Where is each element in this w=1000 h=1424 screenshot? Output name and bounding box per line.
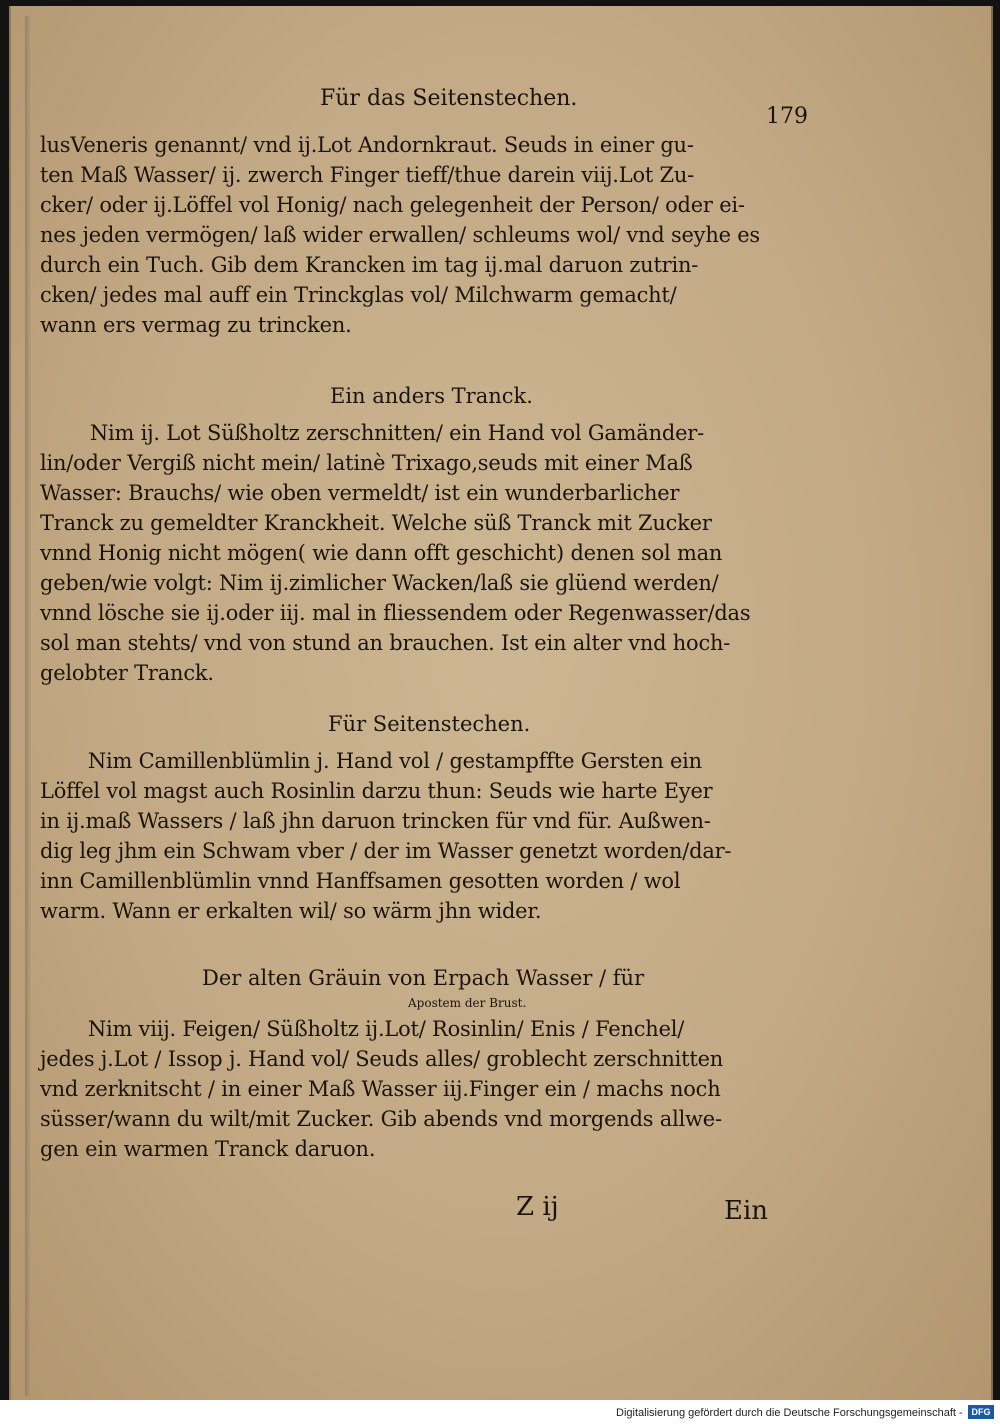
funding-footer: Digitalisierung gefördert durch die Deutsche Forschungsgemeinschaft -	[616, 1407, 963, 1419]
text-line: wann ers vermag zu trincken.	[40, 313, 352, 337]
paragraph-4	[40, 1014, 790, 1164]
text-line: inn Camillenblümlin vnnd Hanffsamen gesotten worden / wol	[40, 869, 681, 893]
text-line: gelobter Tranck.	[40, 661, 214, 685]
text-line: vnnd lösche sie ij.oder iij. mal in fliessendem oder Regenwasser/das	[40, 601, 751, 625]
text-line: Nim ij. Lot Süßholtz zerschnitten/ ein Hand vol Gamänder-	[89, 421, 704, 445]
text-line: lin/oder Vergiß nicht mein/ latinè Trixago,seuds mit einer Maß	[40, 451, 693, 475]
section-heading: Für Seitenstechen.	[328, 712, 531, 736]
running-head: Für das Seitenstechen.	[320, 86, 578, 111]
dfg-logo: DFG	[968, 1405, 994, 1419]
page-binding-edge	[25, 16, 31, 1396]
text-line: sol man stehts/ vnd von stund an brauchen. Ist ein alter vnd hoch-	[40, 631, 731, 655]
text-line: cker/ oder ij.Löffel vol Honig/ nach gelegenheit der Person/ oder ei-	[40, 193, 745, 217]
text-line: in ij.maß Wassers / laß jhn daruon trincken für vnd für. Außwen-	[40, 809, 711, 833]
text-line: warm. Wann er erkalten wil/ so wärm jhn wider.	[40, 899, 542, 923]
paragraph-3	[40, 746, 790, 926]
text-line: nes jeden vermögen/ laß wider erwallen/ schleums wol/ vnd seyhe es	[40, 223, 760, 247]
page-number: 179	[766, 104, 808, 129]
text-line: Wasser: Brauchs/ wie oben vermeldt/ ist ein wunderbarlicher	[40, 481, 680, 505]
text-line: jedes j.Lot / Issop j. Hand vol/ Seuds alles/ groblecht zerschnitten	[40, 1047, 724, 1071]
section-heading: Der alten Gräuin von Erpach Wasser / für	[202, 966, 645, 990]
text-line: ten Maß Wasser/ ij. zwerch Finger tieff/thue darein viij.Lot Zu-	[40, 163, 695, 187]
text-line: Löffel vol magst auch Rosinlin darzu thun: Seuds wie harte Eyer	[40, 779, 713, 803]
text-line: durch ein Tuch. Gib dem Krancken im tag ij.mal daruon zutrin-	[40, 253, 699, 277]
text-line: cken/ jedes mal auff ein Trinckglas vol/ Milchwarm gemacht/	[40, 283, 677, 307]
text-line: Tranck zu gemeldter Kranckheit. Welche süß Tranck mit Zucker	[40, 511, 712, 535]
catchword: Ein	[724, 1196, 769, 1226]
section-heading: Ein anders Tranck.	[330, 384, 533, 408]
text-line: dig leg jhm ein Schwam vber / der im Wasser genetzt worden/dar-	[40, 839, 732, 863]
text-line: geben/wie volgt: Nim ij.zimlicher Wacken/laß sie glüend werden/	[40, 571, 719, 595]
text-line: lusVeneris genannt/ vnd ij.Lot Andornkraut. Seuds in einer gu-	[40, 133, 694, 157]
text-line: vnnd Honig nicht mögen( wie dann offt geschicht) denen sol man	[40, 541, 723, 565]
paragraph-2	[40, 418, 790, 688]
signature-mark: Z ij	[516, 1192, 559, 1222]
text-line: gen ein warmen Tranck daruon.	[40, 1137, 376, 1161]
text-line: Nim Camillenblümlin j. Hand vol / gestampffte Gersten ein	[87, 749, 702, 773]
text-line: vnd zerknitscht / in einer Maß Wasser iij.Finger ein / machs noch	[40, 1077, 721, 1101]
text-line: süsser/wann du wilt/mit Zucker. Gib abends vnd morgends allwe-	[40, 1107, 722, 1131]
text-line: Nim viij. Feigen/ Süßholtz ij.Lot/ Rosinlin/ Enis / Fenchel/	[87, 1017, 685, 1041]
section-subheading: Apostem der Brust.	[408, 996, 527, 1010]
paragraph-1	[40, 130, 790, 340]
